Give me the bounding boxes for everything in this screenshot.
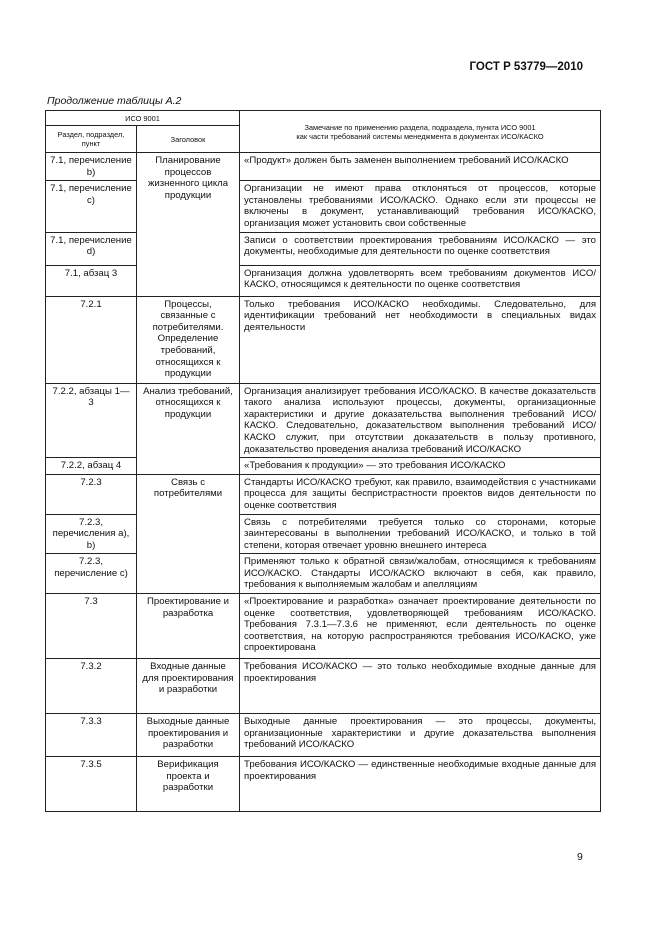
clause-header: Раздел, подраздел, пункт xyxy=(46,126,137,153)
note-cell: Организации не имеют права отклоняться от процессов, которые установлены требованиями ИСО/КАСКО. Однако если эти процессы не включены в документ, устанавливающий требования ИСО/КАСКО, организация может установить свои собственные xyxy=(240,181,601,232)
table-row xyxy=(46,181,601,232)
table-row xyxy=(46,757,601,812)
title-cell: Проектирование и разработка xyxy=(137,594,240,659)
clause-cell: 7.3.5 xyxy=(46,757,137,812)
title-cell: Входные данные для проектирования и разработки xyxy=(137,659,240,714)
clause-cell: 7.3.2 xyxy=(46,659,137,714)
table-header-row xyxy=(46,111,601,126)
clause-cell: 7.3.3 xyxy=(46,714,137,757)
requirements-table xyxy=(45,110,601,812)
table-row xyxy=(46,514,601,554)
title-cell: Связь с потребителями xyxy=(137,474,240,593)
clause-cell: 7.2.3 xyxy=(46,474,137,514)
remark-header xyxy=(240,111,601,153)
note-cell: Связь с потребителями требуется только со сторонами, которые заинтересованы в выполнении требований ИСО/КАСКО, и только в той степени, которая отвечает уровню внешнего интереса xyxy=(240,514,601,554)
title-header: Заголовок xyxy=(137,126,240,153)
table-row xyxy=(46,153,601,181)
clause-cell: 7.1, перечисление c) xyxy=(46,181,137,232)
clause-cell: 7.2.1 xyxy=(46,296,137,383)
note-cell: Выходные данные проектирования — это процессы, документы, организационные характеристики и другие доказательства выполнения требований ИСО/КАСКО xyxy=(240,714,601,757)
table-row xyxy=(46,232,601,265)
title-cell: Анализ требований, относящихся к продукции xyxy=(137,383,240,474)
clause-cell: 7.2.3, перечисление c) xyxy=(46,554,137,594)
note-cell: Записи о соответствии проектирования требованиям ИСО/КАСКО — это документы, необходимые для деятельности по оценке соответствия xyxy=(240,232,601,265)
table-row xyxy=(46,554,601,594)
title-cell: Выходные данные проектирования и разработки xyxy=(137,714,240,757)
table-row xyxy=(46,265,601,296)
clause-cell: 7.1, перечисление d) xyxy=(46,232,137,265)
remark-header-line-2: как части требований системы менеджмента в документах ИСО/КАСКО xyxy=(296,131,544,141)
table-row xyxy=(46,458,601,475)
clause-cell: 7.2.2, абзацы 1—3 xyxy=(46,383,137,458)
standard-designation: ГОСТ Р 53779—2010 xyxy=(469,61,583,73)
table-row xyxy=(46,383,601,458)
note-cell: Только требования ИСО/КАСКО необходимы. Следовательно, для идентификации требований нет необходимости в специальных видах деятельности xyxy=(240,296,601,383)
note-cell: Организация должна удовлетворять всем требованиям документов ИСО/КАСКО, относящимся к деятельности по оценке соответствия xyxy=(240,265,601,296)
clause-cell: 7.1, абзац 3 xyxy=(46,265,137,296)
page-number: 9 xyxy=(577,851,583,863)
table-row xyxy=(46,296,601,383)
clause-cell: 7.2.2, абзац 4 xyxy=(46,458,137,475)
clause-cell: 7.3 xyxy=(46,594,137,659)
table-row xyxy=(46,474,601,514)
note-cell: Организация анализирует требования ИСО/КАСКО. В качестве доказательств такого анализа используют процессы, документы, организационные характеристики и другие доказательства выполнения требований ИСО/КАСКО. Следовательно, доказательством выполнения требований ИСО/КАСКО служит, при отсутствии доказательств в пользу противного, доказательство проведения анализа требований ИСО/КАСКО xyxy=(240,383,601,458)
table-row xyxy=(46,594,601,659)
note-cell: «Требования к продукции» — это требования ИСО/КАСКО xyxy=(240,458,601,475)
note-cell: Применяют только к обратной связи/жалобам, относящимся к требованиям ИСО/КАСКО. Стандарты ИСО/КАСКО включают в себя, как правило, требования к выполняемым жалобам и апелляциям xyxy=(240,554,601,594)
remark-header-line-1: Замечание по применению раздела, подраздела, пункта ИСО 9001 xyxy=(304,122,536,132)
clause-cell: 7.1, перечисление b) xyxy=(46,153,137,181)
note-cell: «Проектирование и разработка» означает проектирование деятельности по оценке соответствия, удовлетворяющей требованиям ИСО/КАСКО. Требования 7.3.1—7.3.6 не применяют, если деятельность по оценке соответствия, на которую распространяются требования ИСО/КАСКО, уже спроектирована xyxy=(240,594,601,659)
table-continuation-caption: Продолжение таблицы А.2 xyxy=(47,95,182,107)
title-cell: Процессы, связанные с потребителями. Определение требований, относящихся к продукции xyxy=(137,296,240,383)
table-row xyxy=(46,659,601,714)
note-cell: Требования ИСО/КАСКО — это только необходимые входные данные для проектирования xyxy=(240,659,601,714)
note-cell: Требования ИСО/КАСКО — единственные необходимые входные данные для проектирования xyxy=(240,757,601,812)
clause-cell: 7.2.3, перечисления a), b) xyxy=(46,514,137,554)
note-cell: «Продукт» должен быть заменен выполнением требований ИСО/КАСКО xyxy=(240,153,601,181)
title-cell: Планирование процессов жизненного цикла продукции xyxy=(137,153,240,297)
title-cell: Верификация проекта и разработки xyxy=(137,757,240,812)
iso-9001-header: ИСО 9001 xyxy=(46,111,240,126)
table-row xyxy=(46,714,601,757)
note-cell: Стандарты ИСО/КАСКО требуют, как правило, взаимодействия с участниками процесса для защиты беспристрастности проектов видов деятельности по оценке соответствия xyxy=(240,474,601,514)
